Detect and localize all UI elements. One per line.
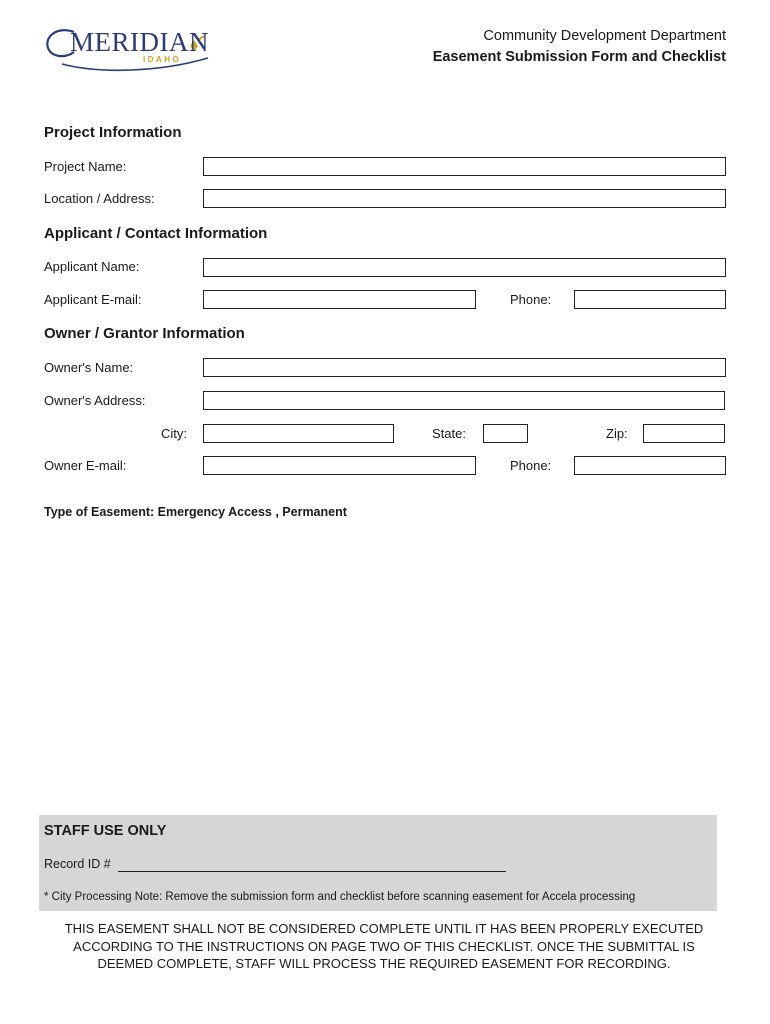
- applicant-name-label: Applicant Name:: [44, 259, 140, 274]
- owner-address-input[interactable]: [203, 391, 725, 410]
- owner-phone-label: Phone:: [510, 458, 552, 473]
- owner-information-heading: Owner / Grantor Information: [44, 325, 245, 342]
- project-name-label: Project Name:: [44, 159, 127, 174]
- owner-phone-input[interactable]: [574, 456, 726, 475]
- applicant-name-input[interactable]: [203, 258, 726, 277]
- owner-state-label: State:: [432, 426, 466, 441]
- staff-use-title: STAFF USE ONLY: [44, 823, 167, 839]
- owner-city-label: City:: [161, 426, 187, 441]
- owner-zip-input[interactable]: [643, 424, 725, 443]
- easement-type: Type of Easement: Emergency Access , Permanent: [44, 505, 347, 519]
- completion-notice: [40, 920, 728, 973]
- owner-email-input[interactable]: [203, 456, 476, 475]
- project-name-input[interactable]: [203, 157, 726, 176]
- completion-notice-line-2: ACCORDING TO THE INSTRUCTIONS ON PAGE TWO OF THIS CHECKLIST. ONCE THE SUBMITTAL IS: [73, 938, 695, 954]
- record-id-label: Record ID #: [44, 857, 111, 871]
- processing-note: * City Processing Note: Remove the submission form and checklist before scanning easement for Accela processing: [44, 891, 636, 903]
- logo-wordmark: MERIDIAN: [70, 27, 209, 57]
- applicant-email-input[interactable]: [203, 290, 476, 309]
- meridian-logo: [40, 18, 225, 78]
- applicant-email-label: Applicant E-mail:: [44, 292, 142, 307]
- project-information-heading: Project Information: [44, 124, 182, 141]
- owner-zip-label: Zip:: [606, 426, 628, 441]
- owner-city-input[interactable]: [203, 424, 394, 443]
- applicant-phone-input[interactable]: [574, 290, 726, 309]
- location-address-input[interactable]: [203, 189, 726, 208]
- applicant-phone-label: Phone:: [510, 292, 552, 307]
- owner-email-label: Owner E-mail:: [44, 458, 127, 473]
- owner-name-input[interactable]: [203, 358, 726, 377]
- department-name: Community Development Department: [483, 28, 726, 44]
- logo-subtitle: IDAHO: [143, 55, 182, 64]
- record-id-line[interactable]: [118, 871, 506, 872]
- owner-name-label: Owner's Name:: [44, 360, 134, 375]
- owner-address-label: Owner's Address:: [44, 393, 146, 408]
- owner-state-input[interactable]: [483, 424, 528, 443]
- location-address-label: Location / Address:: [44, 191, 155, 206]
- completion-notice-line-1: THIS EASEMENT SHALL NOT BE CONSIDERED COMPLETE UNTIL IT HAS BEEN PROPERLY EXECUTED: [64, 921, 704, 936]
- applicant-information-heading: Applicant / Contact Information: [44, 225, 268, 242]
- completion-notice-line-3: DEEMED COMPLETE, STAFF WILL PROCESS THE REQUIRED EASEMENT FOR RECORDING.: [97, 956, 671, 971]
- page-title: Easement Submission Form and Checklist: [432, 49, 726, 65]
